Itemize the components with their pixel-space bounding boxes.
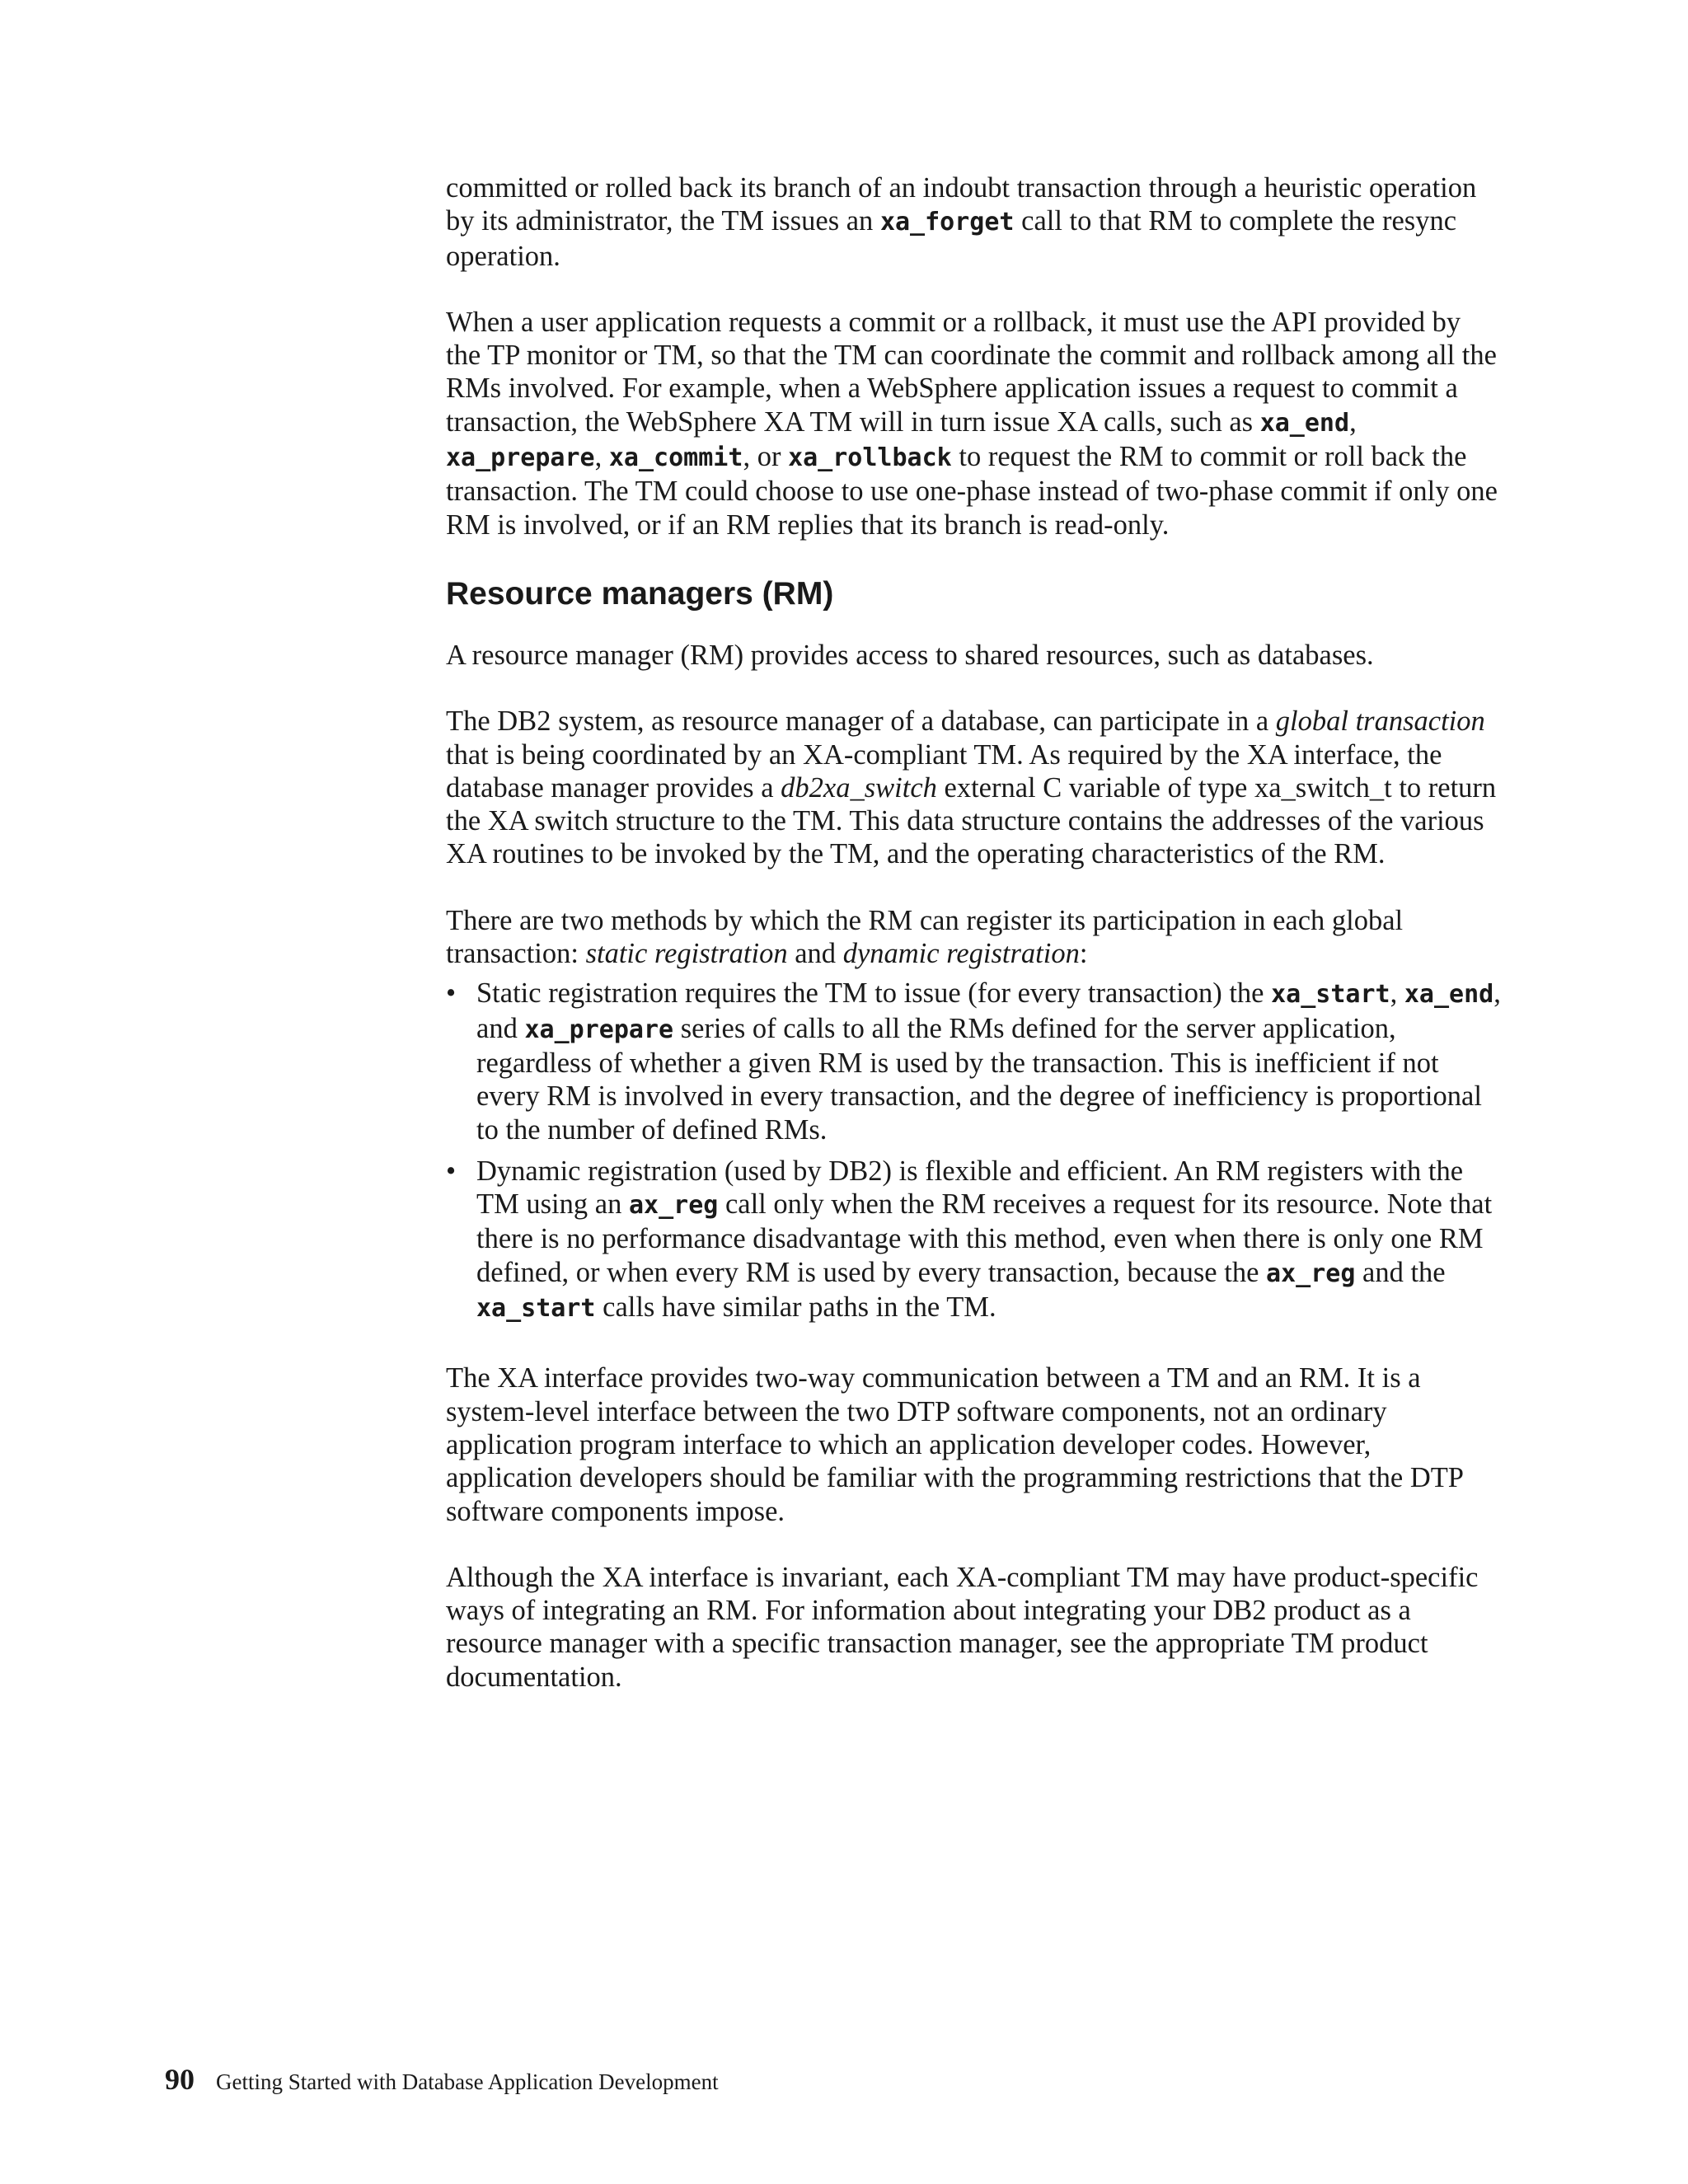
- page-footer: [165, 2063, 719, 2098]
- bullet-icon: •: [446, 1155, 457, 1187]
- code-xa-forget: xa_forget: [879, 208, 1015, 237]
- text-run: ,: [1390, 977, 1404, 1010]
- code-xa-prepare: xa_prepare: [524, 1015, 674, 1044]
- paragraph-registration-methods: [446, 904, 1501, 971]
- paragraph-db2-rm: [446, 705, 1501, 870]
- text-run: external C variable of type xa_switch_t to return the XA switch structure to the TM. This data structure contains the addresses of the various XA routines to be invoked by the TM, and the operating characteristics of the RM.: [446, 771, 1497, 870]
- bullet-icon: •: [446, 977, 457, 1010]
- code-xa-start: xa_start: [476, 1294, 596, 1324]
- code-xa-end: xa_end: [1259, 408, 1350, 438]
- paragraph-commit-rollback: [446, 306, 1501, 541]
- italic-static-registration: static registration: [585, 938, 788, 970]
- text-run: call only when the RM receives a request for its resource. Note that there is no performance disadvantage with this method, even when there is only one RM defined, or when every RM is used by every transaction, because the: [476, 1188, 1493, 1288]
- text-run: to request the RM to commit or roll back the transaction. The TM could choose to use one-phase instead of two-phase commit if only one RM is involved, or if an RM replies that its branch is read-only.: [446, 441, 1498, 541]
- text-run: There are two methods by which the RM can register its participation in each global transaction:: [446, 904, 1404, 970]
- text-run: , or: [743, 441, 789, 473]
- text-run: Static registration requires the TM to issue (for every transaction) the: [476, 977, 1272, 1010]
- page-body: [446, 171, 1501, 1727]
- code-xa-prepare: xa_prepare: [446, 443, 595, 473]
- text-run: ,: [594, 441, 609, 473]
- text-run: and: [787, 938, 843, 970]
- book-title: Getting Started with Database Application Development: [216, 2069, 719, 2094]
- code-xa-commit: xa_commit: [608, 443, 743, 473]
- code-ax-reg: ax_reg: [628, 1191, 719, 1221]
- text-run: Dynamic registration (used by DB2) is flexible and efficient. An RM registers with the TM using an: [476, 1155, 1464, 1221]
- list-item-static-registration: [446, 977, 1501, 1146]
- paragraph-rm-definition: A resource manager (RM) provides access to shared resources, such as databases.: [446, 639, 1374, 671]
- text-run: , and: [476, 977, 1501, 1044]
- italic-db2xa-switch: db2xa_switch: [781, 771, 937, 804]
- text-run: committed or rolled back its branch of an indoubt transaction through a heuristic operation by its administrator, the TM issues an: [446, 172, 1477, 237]
- text-run: :: [1079, 938, 1088, 970]
- page-number: 90: [165, 2063, 195, 2096]
- text-run: The DB2 system, as resource manager of a database, can participate in a: [446, 705, 1276, 738]
- text-run: and the: [1355, 1256, 1446, 1288]
- paragraph-resync: [446, 171, 1501, 273]
- code-xa-rollback: xa_rollback: [788, 443, 952, 473]
- section-heading: Resource managers (RM): [446, 575, 834, 612]
- text-run: ,: [1349, 405, 1357, 438]
- text-run: that is being coordinated by an XA-compliant TM. As required by the XA interface, the database manager provides a: [446, 738, 1442, 804]
- registration-list: [446, 977, 1501, 1325]
- code-xa-start: xa_start: [1271, 980, 1390, 1010]
- text-run: calls have similar paths in the TM.: [595, 1291, 996, 1324]
- text-run: call to that RM to complete the resync operation.: [446, 205, 1457, 272]
- text-run: When a user application requests a commit or a rollback, it must use the API provided by the TP monitor or TM, so that the TM can coordinate the commit and rollback among all the RMs involved. For example, when a WebSphere application issues a request to commit a transaction, the WebSphere XA TM will in turn issue XA calls, such as: [446, 306, 1497, 438]
- list-item-dynamic-registration: [446, 1155, 1501, 1325]
- italic-dynamic-registration: dynamic registration: [842, 938, 1080, 970]
- code-xa-end: xa_end: [1404, 980, 1494, 1010]
- code-ax-reg: ax_reg: [1266, 1258, 1356, 1288]
- paragraph-xa-interface: The XA interface provides two-way communication between a TM and an RM. It is a system-level interface between the two DTP software components, not an ordinary application program interface to which an application developer codes. However, application developers should be familiar with the programming restrictions that the DTP software components impose.: [446, 1362, 1463, 1527]
- text-run: series of calls to all the RMs defined for the server application, regardless of whether a given RM is used by the transaction. This is inefficient if not every RM is involved in every transaction, and the degree of inefficiency is proportional to the number of defined RMs.: [476, 1012, 1482, 1146]
- paragraph-integration: Although the XA interface is invariant, each XA-compliant TM may have product-specific ways of integrating an RM. For information about integrating your DB2 product as a resource manager with a specific transaction manager, see the appropriate TM product documentation.: [446, 1561, 1479, 1693]
- italic-global-transaction: global transaction: [1275, 705, 1485, 738]
